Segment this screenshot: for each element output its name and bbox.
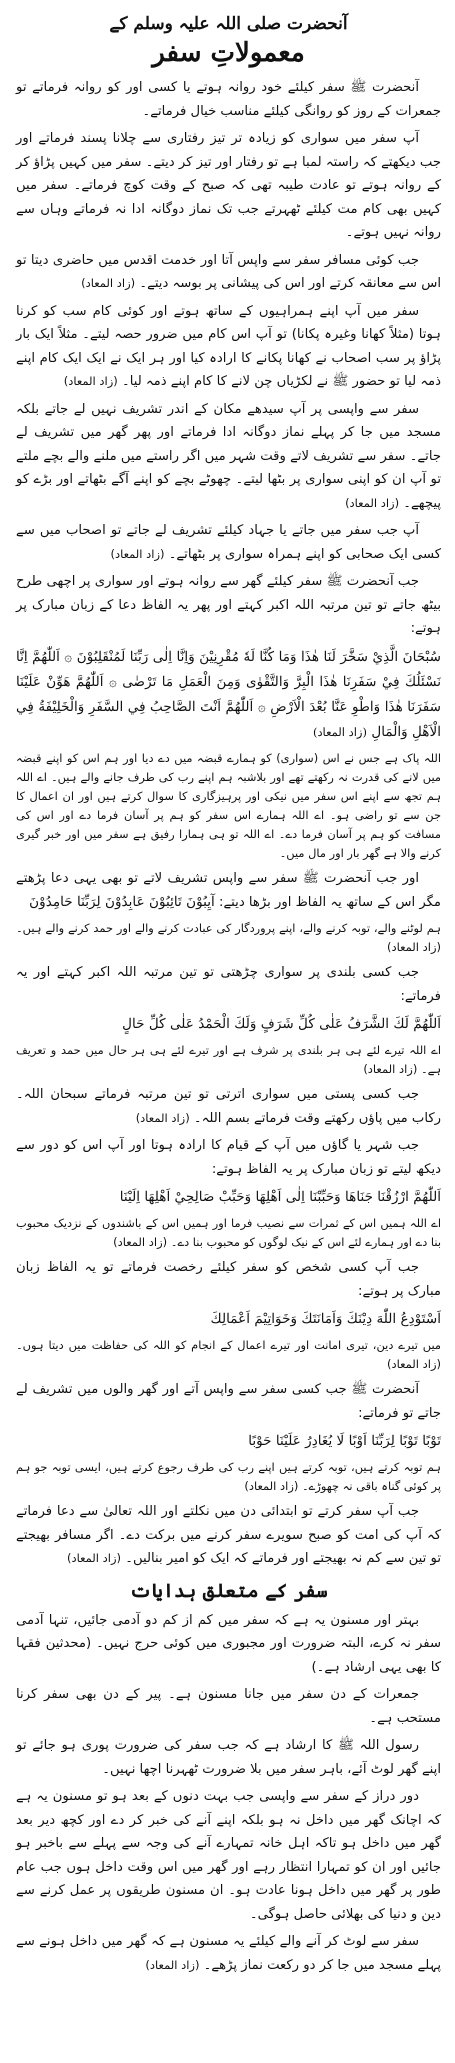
dua-translation [16,1041,441,1079]
arabic-text: سُبْحَانَ الَّذِيْ سَخَّرَ لَنَا هٰذَا وَمَا كُنَّا لَهٗ مُقْرِنِيْنَ وَاِنَّا اِلٰى رَبِّنَا لَمُنْقَلِبُوْنَ ۞ اَللّٰهُمَّ اِنَّا نَسْئَلُكَ فِيْ سَفَرِنَا هٰذَا الْبِرَّ وَالتَّقْوٰى وَمِنَ الْعَمَلِ مَا تَرْضٰى ۞ اَللّٰهُمَّ هَوِّنْ عَلَيْنَا سَفَرَنَا هٰذَا وَاطْوِ عَنَّا بُعْدَ الْاَرْضِ ۞ اَللّٰهُمَّ اَنْتَ الصَّاحِبُ فِي السَّفَرِ وَالْخَلِيْفَةُ فِي الْاَهْلِ وَالْمَالِ [16,648,441,740]
title-line-1: آنحضرت صلی اللہ علیہ وسلم کے [109,14,348,34]
reference: (زاد المعاد) [386,1357,441,1371]
paragraph [16,300,441,394]
paragraph [16,76,441,123]
reference: (زاد المعاد) [312,724,367,739]
paragraph: رسول اللہ ﷺ کا ارشاد ہے کہ جب سفر کی ضرورت پوری ہو جائے تو اپنے گھر لوٹ آئے، باہر سفر میں بلا ضرورت ٹھہرنا اچھا نہیں۔ [16,1738,441,1777]
paragraph-text: سفر میں آپ اپنے ہمراہیوں کے ساتھ ہوتے اور کوئی کام سب کو کرنا ہوتا (مثلاً کھانا وغیرہ پکانا) تو آپ اس کام میں ضرور حصہ لیتے۔ مثلاً ایک بار پڑاؤ پر سب اصحاب نے کھانا پکانے کا ارادہ کیا اور ہر ایک نے ایک ایک کام اپنے ذمہ لیا تو حضور ﷺ نے لکڑیاں چن لانے کا کام اپنے ذمہ لیا۔ [16,303,441,389]
paragraph [16,398,441,516]
paragraph [16,519,441,566]
dua-translation [16,1214,441,1252]
paragraph [16,249,441,296]
paragraph [16,127,441,245]
paragraph-text: آنحضرت ﷺ سفر کیلئے خود روانہ ہوتے یا کسی اور کو روانہ فرماتے تو جمعرات کے روز کو روانگی کیلئے مناسب خیال فرماتے۔ [16,80,441,119]
translation-text: اے اللہ تیرے لئے ہی ہر بلندی پر شرف ہے اور تیرے لئے ہی ہر حال میں حمد و تعریف ہے۔ [16,1043,441,1076]
translation-text: ہم توبہ کرتے ہیں، توبہ کرتے ہیں اپنے رب کی طرف رجوع کرتے ہیں، ایسی توبہ جو ہم پر کوئی گناہ باقی نہ چھوڑے۔ [16,1460,441,1493]
dua-translation [16,919,441,957]
paragraph-text: جب کسی پستی میں سواری اترتی تو تین مرتبہ فرماتے سبحان اللہ۔ رکاب میں پاؤں رکھتے وقت فرماتے بسم اللہ۔ [16,1087,441,1126]
translation-text: ہم لوٹنے والے، توبہ کرنے والے، اپنے پروردگار کی عبادت کرنے والے اور حمد کرنے والے ہیں۔ [16,921,441,935]
paragraph: جب آپ کسی شخص کو سفر کیلئے رخصت فرماتے تو یہ الفاظ زبان مبارک پر ہوتے: [16,1260,441,1299]
reference: (زاد المعاد) [244,1479,299,1493]
paragraph-text: جب کوئی مسافر سفر سے واپس آتا اور خدمت اقدس میں حاضری دیتا تو اس سے معانقہ کرتے اور اس کی پیشانی پر بوسہ دیتے۔ [16,252,441,291]
paragraph [16,570,441,641]
arabic-dua-city: اَللّٰهُمَّ ارْزُقْنَا جَنَاهَا وَحَبِّبْنَا اِلٰى اَهْلِهَا وَحَبِّبْ صَالِحِيْ اَهْلِهَا اِلَيْنَا [119,1189,441,1205]
translation-text: میں تیرے دین، تیری امانت اور تیرے اعمال کے انجام کو اللہ کی حفاظت میں دیتا ہوں۔ [16,1338,441,1352]
arabic-dua-height: اَللّٰهُمَّ لَكَ الشَّرَفُ عَلٰى كُلِّ شَرَفٍ وَلَكَ الْحَمْدُ عَلٰى كُلِّ حَالٍ [122,1016,441,1032]
paragraph-text: جب آپ سفر کرتے تو ابتدائی دن میں نکلتے اور اللہ تعالیٰ سے دعا فرماتے کہ آپ کی امت کو صبح سویرے سفر کرنے میں برکت دے۔ اگر مسافر بھیجتے تو تین سے کم نہ بھیجتے اور فرماتے کہ ایک کو امیر بنالیں۔ [16,1504,441,1566]
paragraph: جمعرات کے دن سفر میں جانا مسنون ہے۔ پیر کے دن بھی سفر کرنا مستحب ہے۔ [16,1687,441,1726]
arabic-text: آيِبُوْنَ تَائِبُوْنَ عَابِدُوْنَ لِرَبِّنَا حَامِدُوْنَ [29,894,215,910]
paragraph [16,1930,441,1977]
reference: (زاد المعاد) [145,1957,200,1972]
arabic-dua-farewell: اَسْتَوْدِعُ اللّٰهَ دِيْنَكَ وَاَمَانَتَكَ وَخَوَاتِيْمَ اَعْمَالِكَ [210,1311,441,1327]
paragraph-text: سفر سے لوٹ کر آنے والے کیلئے یہ مسنون ہے کہ گھر میں داخل ہونے سے پہلے مسجد میں جا کر دو رکعت نماز پڑھے۔ [16,1934,441,1973]
reference: (زاد المعاد) [67,1551,122,1565]
paragraph: آنحضرت ﷺ جب کسی سفر سے واپس آتے اور گھر والوں میں تشریف لے جاتے تو فرماتے: [16,1382,441,1421]
paragraph-text: جب آنحضرت ﷺ سفر کیلئے گھر سے روانہ ہوتے اور سواری پر اچھی طرح بیٹھ جاتے تو تین مرتبہ اللہ اکبر کہتے اور پھر یہ الفاظ دعا کے زبان مبارک پر ہوتے: [16,574,441,636]
reference: (زاد المعاد) [63,374,118,388]
reference: (زاد المعاد) [363,1062,418,1076]
dua-translation [16,1336,441,1374]
reference: (زاد المعاد) [386,940,441,954]
paragraph-text: آپ جب سفر میں جاتے یا جہاد کیلئے تشریف لے جاتے تو اصحاب میں سے کسی ایک صحابی کو اپنے ہمراہ سواری پر بٹھاتے۔ [16,523,441,562]
paragraph [16,1083,441,1130]
reference: (زاد المعاد) [135,1110,190,1125]
paragraph [16,1500,441,1571]
paragraph: جب شہر یا گاؤں میں آپ کے قیام کا ارادہ ہوتا اور آپ اس کو دور سے دیکھ لیتے تو زبان مبارک پر یہ الفاظ ہوتے: [16,1138,441,1177]
translation-text: اے اللہ ہمیں اس کے ثمرات سے نصیب فرما اور ہمیں اس کے باشندوں کے نزدیک محبوب بنا دے اور ہمارے لئے اس کے نیک لوگوں کو محبوب بنا دے۔ [16,1216,441,1249]
paragraph: بہتر اور مسنون یہ ہے کہ سفر میں کم از کم دو آدمی جائیں، تنہا آدمی سفر نہ کرے، البتہ ضرورت اور مجبوری میں کوئی حرج نہیں۔ (محدثین فقہا کا بھی یہی ارشاد ہے۔) [16,1612,441,1675]
reference: (زاد المعاد) [113,1235,168,1249]
dua-translation: اللہ پاک ہے جس نے اس (سواری) کو ہمارے قبضہ میں دے دیا اور ہم اس کو اپنے قبضہ میں لانے کی قدرت نہ رکھتے تھے اور بلاشبہ ہم اپنے رب کی طرف جانے والے ہیں۔ اے اللہ ہم تجھ سے اپنے اس سفر میں نیکی اور پرہیزگاری کا سوال کرتے ہیں اور ان اعمال کا جن سے تو راضی ہو۔ اے اللہ ہمارے اس سفر کو ہم پر آسان فرما دے اور اس کی مسافت کو ہم پر آسان فرما دے۔ اے اللہ تو ہی ہمارا رفیق ہے سفر میں اور خبر گیری کرنے والا ہے گھر بار اور مال میں۔ [16,750,441,860]
reference: (زاد المعاد) [345,495,400,510]
paragraph [16,867,441,916]
reference: (زاد المعاد) [81,276,136,290]
paragraph-text: آپ سفر میں سواری کو زیادہ تر تیز رفتاری سے چلانا پسند فرماتے اور جب دیکھتے کہ راستہ لمبا ہے تو رفتار اور تیز کر دیتے۔ سفر میں کہیں پڑاؤ کر کے روانہ ہوتے تو عادت طیبہ تھی کہ صبح کے وقت کوچ فرماتے۔ سفر میں کہیں بھی کام مت کیلئے ٹھہرتے جب تک نماز دوگانہ ادا نہ فرماتے وہاں سے روانہ نہیں ہوتے۔ [16,131,441,240]
paragraph: دور دراز کے سفر سے واپسی جب بہت دنوں کے بعد ہو تو مسنون یہ ہے کہ اچانک گھر میں داخل نہ ہو بلکہ اپنے آنے کی خبر کر دے اور کچھ دیر بعد گھر میں داخل ہو تاکہ اہل خانہ تمہارے آنے کی وجہ سے پہلے سے باخبر ہو جائیں اور ان کو تمہارا انتظار رہے اور گھر میں اس وقت داخل ہوں جب عام طور پر گھر میں داخل ہونا عادت ہو۔ ان مسنون طریقوں پر عمل کرنے سے دین و دنیا کی بھلائی حاصل ہوگی۔ [16,1789,441,1922]
paragraph-text: سفر سے واپسی پر آپ سیدھے مکان کے اندر تشریف نہیں لے جاتے بلکہ مسجد میں جا کر پہلے نماز دوگانہ ادا فرماتے اور پھر گھر میں تشریف لے جاتے۔ سفر سے تشریف لاتے وقت شہر میں اگر راستے میں ملنے والے بچے ملتے تو آپ ان کو اپنی سواری پر بٹھا لیتے۔ چھوٹے بچے کو اپنے آگے بٹھاتے اور بڑے کو پیچھے۔ [16,401,441,511]
page-title: معمولاتِ سفر [152,38,305,68]
reference: (زاد المعاد) [110,546,165,561]
section-heading: سفر کے متعلق ہدایات [129,1579,328,1602]
dua-translation [16,1458,441,1496]
paragraph-text: اور جب آنحضرت ﷺ سفر سے واپس تشریف لاتے تو بھی یہی دعا پڑھتے مگر اس کے ساتھ یہ الفاظ اور بڑھا دیتے: [16,870,441,910]
arabic-dua-travel [16,645,441,745]
paragraph: جب کسی بلندی پر سواری چڑھتی تو تین مرتبہ اللہ اکبر کہتے اور یہ فرماتے: [16,965,441,1004]
arabic-dua-home: تَوْبًا تَوْبًا لِرَبِّنَا اَوْبًا لَا يُغَادِرُ عَلَيْنَا حَوْبًا [248,1433,441,1449]
